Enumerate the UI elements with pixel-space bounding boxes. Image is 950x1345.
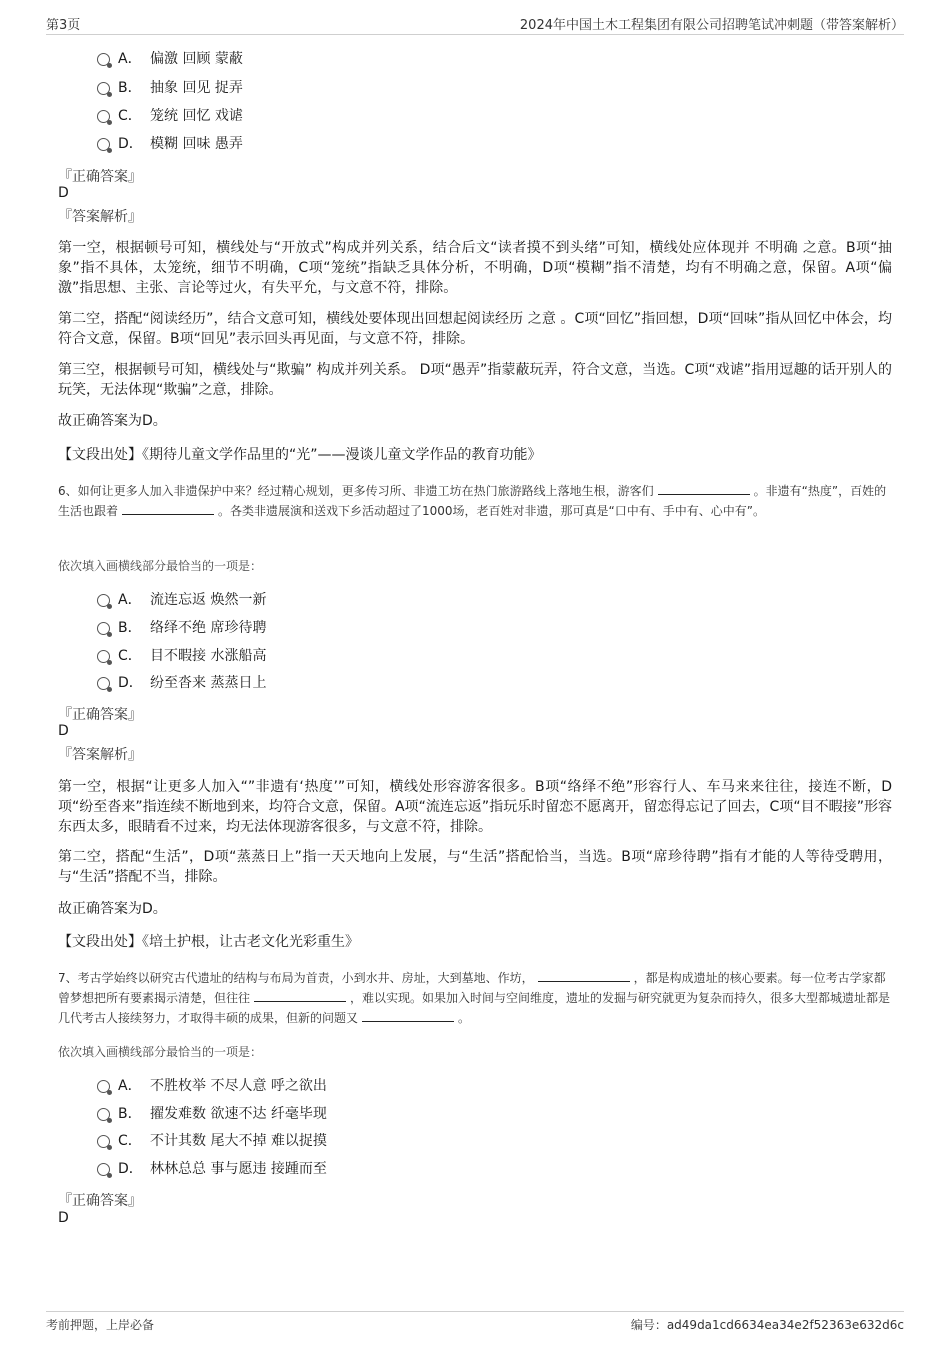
analysis-paragraph: 第二空，搭配“生活”，D项“蒸蒸日上”指一天天地向上发展，与“生活”搭配恰当，当选。B项“席珍待聘”指有才能的人等待受聘用，与“生活”搭配不当，排除。: [58, 849, 892, 885]
fill-blank: [254, 989, 346, 1002]
analysis-conclusion: 故正确答案为D。: [58, 901, 167, 917]
q5-option-a[interactable]: A． 偏激 回顾 蒙蔽: [97, 49, 243, 69]
q5-option-d[interactable]: D． 模糊 回味 愚弄: [97, 134, 243, 154]
radio-icon[interactable]: [97, 650, 110, 663]
analysis-paragraph: 第二空，搭配“阅读经历”，结合文意可知，横线处要体现出回想起阅读经历 之意 。C项“回忆”指回想，D项“回味”指从回忆中体会，均符合文意，保留。B项“回见”表示回头再见面，与文意不符，排除。: [58, 311, 892, 347]
page-number: 第3页: [46, 18, 81, 33]
answer-label: 『正确答案』: [58, 707, 142, 723]
analysis-label: 『答案解析』: [58, 747, 142, 763]
question-stem: 6、如何让更多人加入非遗保护中来？经过精心规划，更多传习所、非遗工坊在热门旅游路线上落地生根，游客们 。非遗有“热度”，百姓的生活也跟着 。各类非遗展演和送戏下乡活动超过了1000场，老百姓对非遗，那可真是“口中有、手中有、心中有”。: [58, 484, 887, 518]
fill-blank: [362, 1009, 454, 1022]
radio-icon[interactable]: [97, 138, 110, 151]
analysis-paragraph: 第一空，根据“让更多人加入“”非遗有‘热度’”可知，横线处形容游客很多。B项“络绎不绝”形容行人、车马来来往往，接连不断，D项“纷至沓来”指连续不断地到来，均符合文意，保留。A项“流连忘返”指玩乐时留恋不愿离开，留恋得忘记了回去，C项“目不暇接”形容东西太多，眼睛看不过来，均无法体现游客很多，与文意不符，排除。: [58, 779, 892, 835]
analysis-paragraph: 第三空，根据顿号可知，横线处与“欺骗” 构成并列关系。 D项“愚弄”指蒙蔽玩弄，符合文意，当选。C项“戏谑”指用逗趣的话开别人的玩笑，无法体现“欺骗”之意，排除。: [58, 362, 892, 398]
source-citation: 【文段出处】《培土护根，让古老文化光彩重生》: [58, 934, 359, 950]
q6-option-c[interactable]: C． 目不暇接 水涨船高: [97, 646, 266, 666]
question-prompt: 依次填入画横线部分最恰当的一项是：: [58, 559, 263, 573]
answer-label: 『正确答案』: [58, 169, 142, 185]
radio-icon[interactable]: [97, 622, 110, 635]
radio-icon[interactable]: [97, 1163, 110, 1176]
question-prompt: 依次填入画横线部分最恰当的一项是：: [58, 1045, 263, 1059]
analysis-paragraph: 第一空，根据顿号可知，横线处与“开放式”构成并列关系，结合后文“读者摸不到头绪”可知，横线处应体现并 不明确 之意。B项“抽象”指不具体，太笼统，细节不明确，C项“笼统”指缺乏具体分析，不明确，D项“模糊”指不清楚，均有不明确之意，保留。A项“偏激”指思想、主张、言论等过火，有失平允，与文意不符，排除。: [58, 240, 892, 296]
q5-option-b[interactable]: B． 抽象 回见 捉弄: [97, 78, 243, 98]
q6-option-a[interactable]: A． 流连忘返 焕然一新: [97, 590, 266, 610]
fill-blank: [658, 482, 750, 495]
q7-option-d[interactable]: D． 林林总总 事与愿违 接踵而至: [97, 1159, 327, 1179]
radio-icon[interactable]: [97, 1108, 110, 1121]
radio-icon[interactable]: [97, 53, 110, 66]
answer-value: D: [58, 723, 69, 739]
q7-option-a[interactable]: A． 不胜枚举 不尽人意 呼之欲出: [97, 1076, 327, 1096]
page-header: [46, 14, 904, 35]
page-footer: [46, 1311, 904, 1336]
question-stem: 7、考古学始终以研究古代遗址的结构与布局为首责，小到水井、房址，大到墓地、作坊， ，都是构成遗址的核心要素。每一位考古学家都曾梦想把所有要素揭示清楚，但往往 ，难以实现。如果加入时间与空间维度，遗址的发掘与研究就更为复杂而持久，很多大型都城遗址都是几代考古人接续努力，才取得丰硕的成果，但新的问题又 。: [58, 971, 891, 1025]
radio-icon[interactable]: [97, 677, 110, 690]
q5-option-c[interactable]: C． 笼统 回忆 戏谑: [97, 106, 243, 126]
fill-blank: [538, 969, 630, 982]
q7-option-c[interactable]: C． 不计其数 尾大不掉 难以捉摸: [97, 1131, 327, 1151]
radio-icon[interactable]: [97, 594, 110, 607]
q6-option-b[interactable]: B． 络绎不绝 席珍待聘: [97, 618, 266, 638]
analysis-label: 『答案解析』: [58, 209, 142, 225]
document-code: 编号：ad49da1cd6634ea34e2f52363e632d6c: [630, 1318, 904, 1332]
source-citation: 【文段出处】《期待儿童文学作品里的“光”——漫谈儿童文学作品的教育功能》: [58, 447, 542, 463]
radio-icon[interactable]: [97, 1135, 110, 1148]
radio-icon[interactable]: [97, 1080, 110, 1093]
answer-label: 『正确答案』: [58, 1193, 142, 1209]
q6-option-d[interactable]: D． 纷至沓来 蒸蒸日上: [97, 673, 266, 693]
q7-option-b[interactable]: B． 擢发难数 欲速不达 纤毫毕现: [97, 1104, 327, 1124]
radio-icon[interactable]: [97, 82, 110, 95]
footer-slogan: 考前押题，上岸必备: [46, 1318, 155, 1332]
document-title: 2024年中国土木工程集团有限公司招聘笔试冲刺题（带答案解析）: [519, 18, 904, 33]
answer-value: D: [58, 185, 69, 201]
answer-value: D: [58, 1210, 69, 1226]
fill-blank: [122, 502, 214, 515]
radio-icon[interactable]: [97, 110, 110, 123]
analysis-conclusion: 故正确答案为D。: [58, 413, 167, 429]
